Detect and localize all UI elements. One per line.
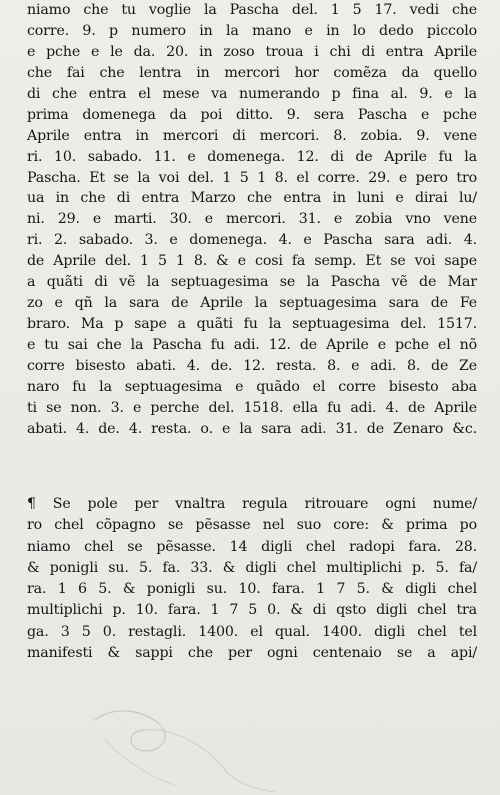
text-line: ¶ Se pole per vnaltra regula ritrouare ogni nume/: [27, 496, 477, 512]
text-line: e tu sai che la Pascha fu adi. 12. de Aprile e pche el nõ: [27, 337, 477, 353]
text-line: ri. 10. sabado. 11. e domenega. 12. di de Aprile fu la: [27, 148, 477, 165]
text-line: ga. 3 5 0. restagli. 1400. el qual. 1400. digli chel tel: [27, 623, 477, 640]
text-line: corre. 9. p numero in la mano e in lo dedo piccolo: [27, 22, 477, 39]
text-line: corre bisesto abati. 4. de. 12. resta. 8. e adi. 8. de Ze: [27, 357, 477, 374]
text-line: a quãti di vẽ la septuagesima se la Pascha vẽ de Mar: [27, 274, 477, 291]
section-divider: [26, 481, 478, 482]
text-line: manifesti & sappi che per ogni centenaio se a api/: [27, 645, 477, 662]
text-line: & ponigli su. 5. fa. 33. & digli chel multiplichi p. 5. fa/: [27, 559, 477, 576]
paragraph-number-guessing: [27, 494, 477, 664]
text-line: multiplichi p. 10. fara. 1 7 5 0. & di qsto digli chel tra: [27, 602, 477, 619]
faint-pencil-sketch: [85, 700, 285, 795]
text-line: di che entra el mese va numerando p fina al. 9. e la: [27, 85, 477, 102]
text-line: Pascha. Et se la voi del. 1 5 1 8. el corre. 29. e pero tro: [27, 169, 477, 186]
paragraph-easter-calculation: [27, 0, 477, 440]
text-line: zo e qñ la sara de Aprile la septuagesima sara de Fe: [27, 295, 477, 312]
text-line: ro chel cõpagno se pẽsasse nel suo core: & prima po: [27, 517, 477, 534]
text-line: prima domenega da poi ditto. 9. sera Pascha e pche: [27, 106, 477, 123]
text-line: che fai che lentra in mercori hor comẽza da quello: [27, 64, 477, 81]
text-line: braro. Ma p sape a quãti fu la septuagesima del. 1517.: [27, 316, 477, 333]
text-line: de Aprile del. 1 5 1 8. & e cosi fa semp. Et se voi sape: [27, 253, 477, 270]
text-line: ti se non. 3. e perche del. 1518. ella fu adi. 4. de Aprile: [27, 399, 477, 416]
text-line: naro fu la septuagesima e quãdo el corre bisesto aba: [27, 378, 477, 395]
text-line: e pche e le da. 20. in zoso troua i chi di entra Aprile: [27, 43, 477, 60]
text-line: ri. 2. sabado. 3. e domenega. 4. e Pascha sara adi. 4.: [27, 232, 477, 249]
text-line: ua in che di entra Marzo che entra in luni e dirai lu/: [27, 190, 477, 207]
text-line: niamo che tu voglie la Pascha del. 1 5 17. vedi che: [27, 2, 477, 18]
text-line: ra. 1 6 5. & ponigli su. 10. fara. 1 7 5. & digli chel: [27, 581, 477, 598]
text-line: niamo chel se pẽsasse. 14 digli chel radopi fara. 28.: [27, 538, 477, 555]
text-line: Aprile entra in mercori di mercori. 8. zobia. 9. vene: [27, 127, 477, 144]
text-line: ni. 29. e marti. 30. e mercori. 31. e zobia vno vene: [27, 211, 477, 228]
text-line: abati. 4. de. 4. resta. o. e la sara adi. 31. de Zenaro &c.: [27, 420, 477, 437]
